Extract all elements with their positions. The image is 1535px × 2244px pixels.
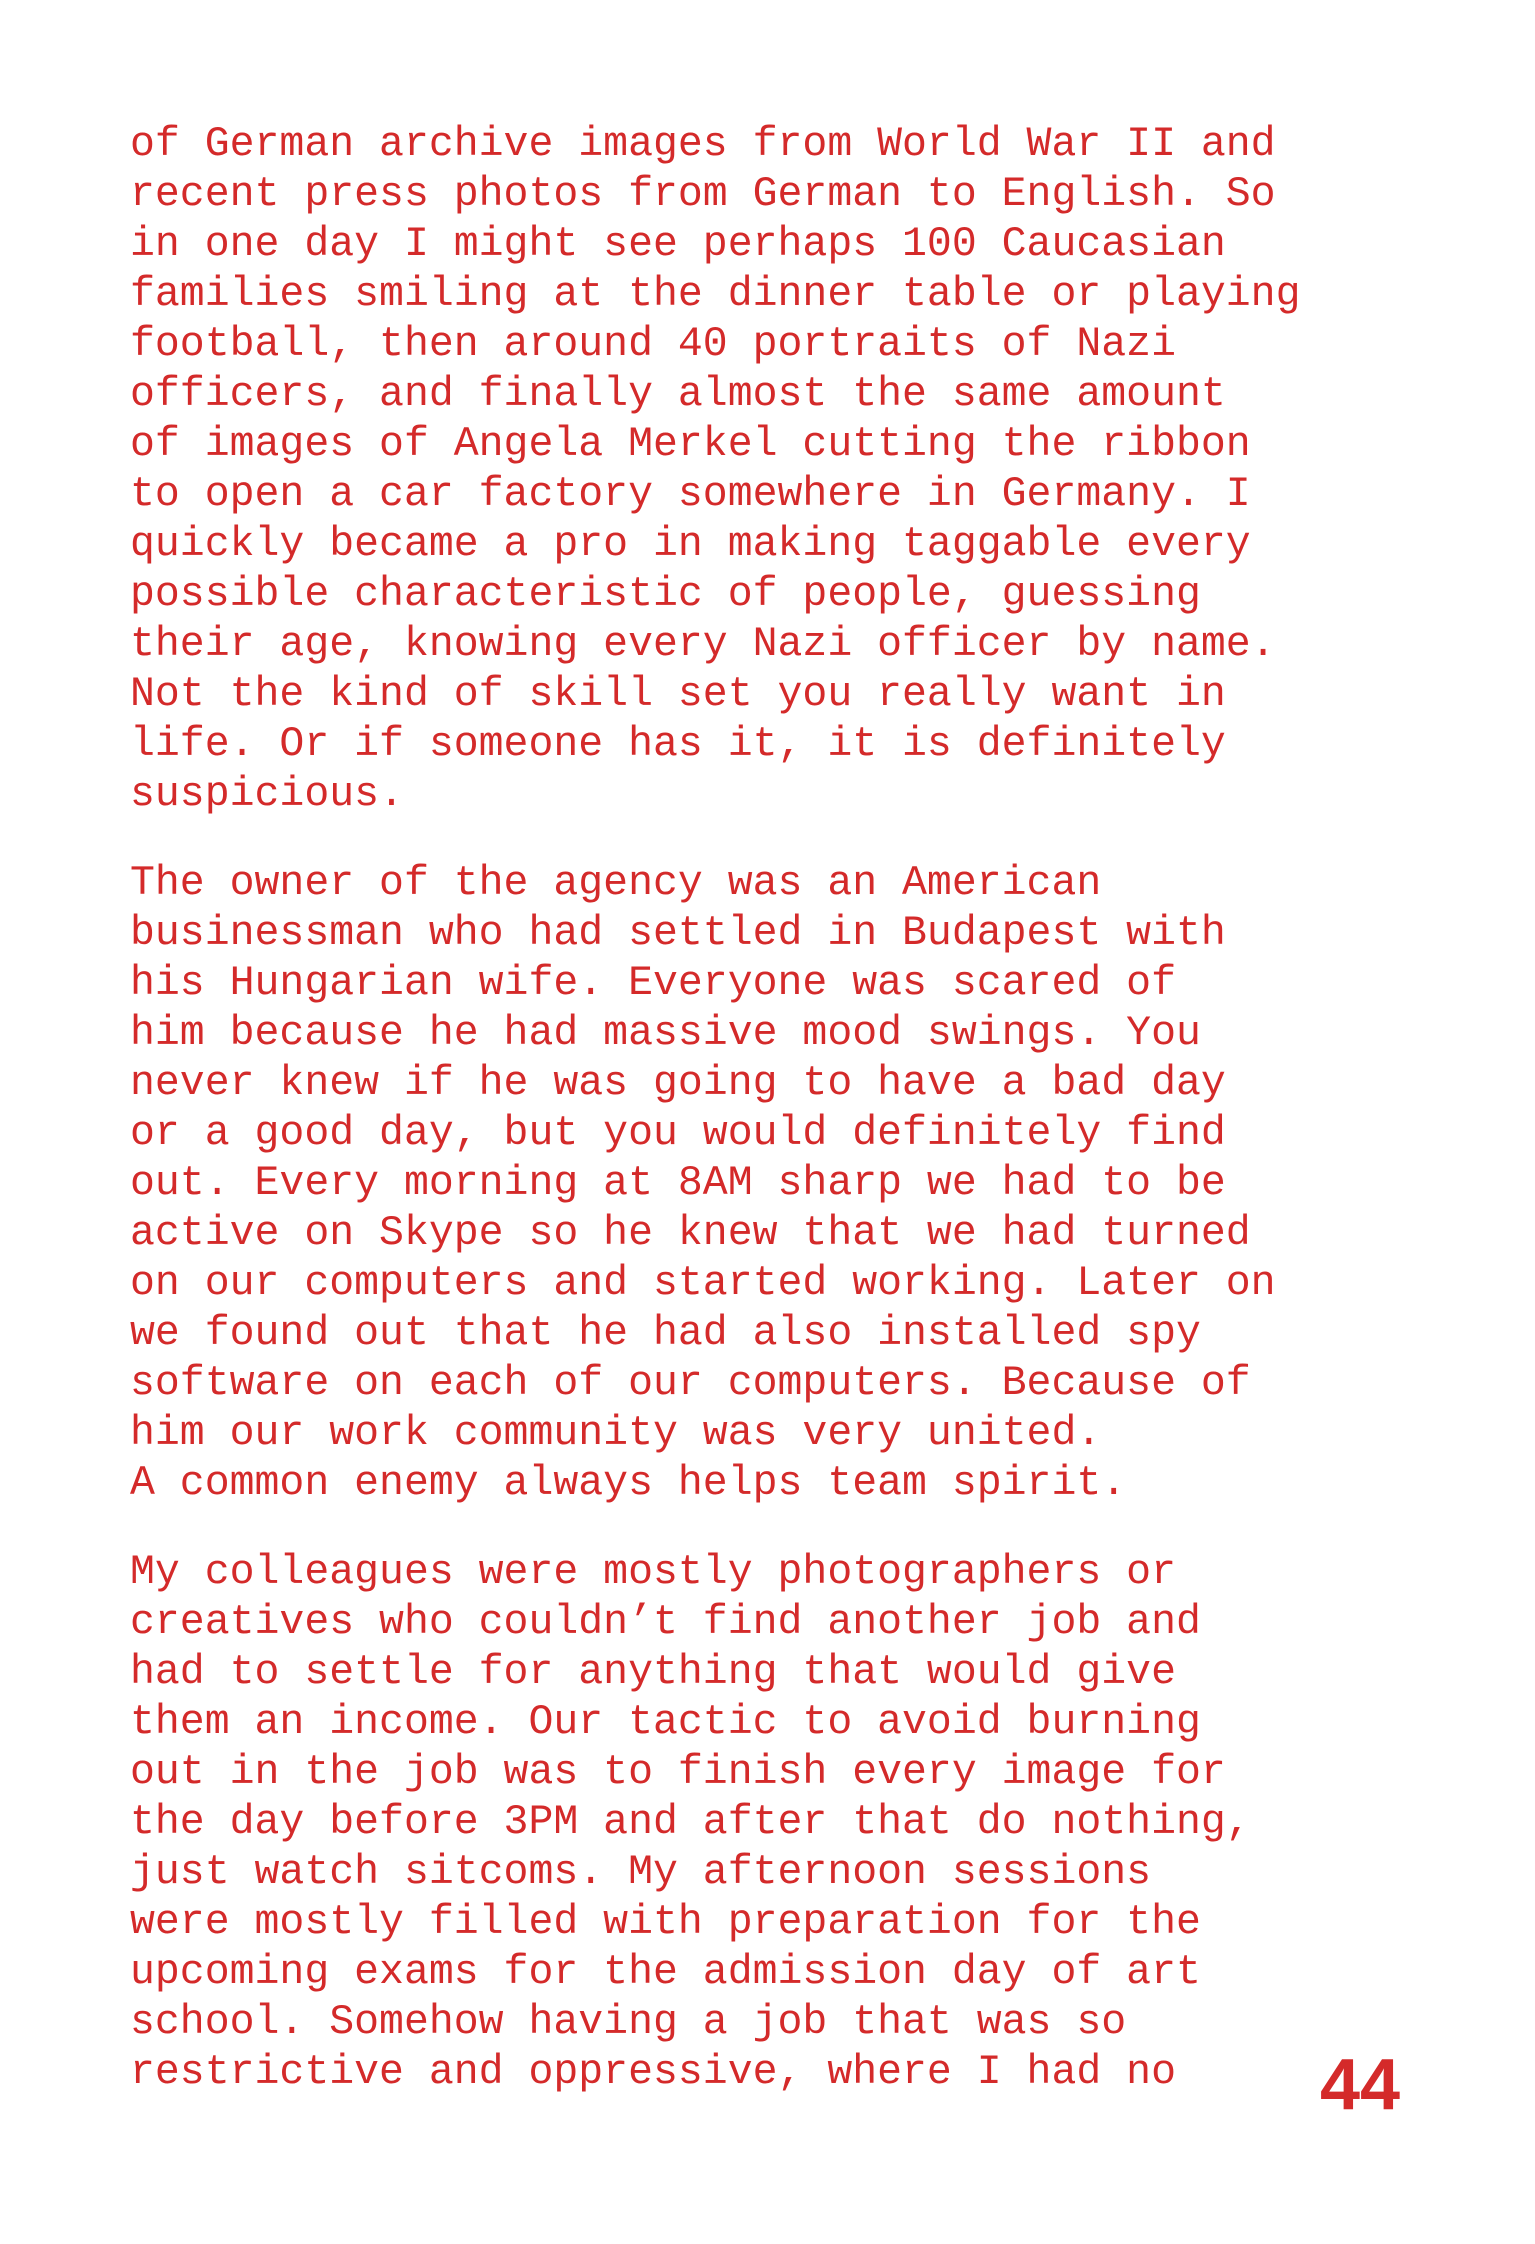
paragraph-3 — [130, 1548, 1330, 2098]
text-line: creatives who couldn’t find another job and — [130, 1599, 1201, 1646]
text-line: of images of Angela Merkel cutting the ribbon — [130, 421, 1251, 468]
text-line: Not the kind of skill set you really want in — [130, 671, 1226, 718]
paragraph-1 — [130, 120, 1330, 820]
text-line: were mostly filled with preparation for the — [130, 1899, 1201, 1946]
text-line: officers, and finally almost the same amount — [130, 371, 1226, 418]
text-line: The owner of the agency was an American — [130, 860, 1102, 907]
text-line: possible characteristic of people, guessing — [130, 571, 1201, 618]
text-line: to open a car factory somewhere in Germany. I — [130, 471, 1251, 518]
text-line: active on Skype so he knew that we had turned — [130, 1210, 1251, 1257]
text-line: or a good day, but you would definitely find — [130, 1110, 1226, 1157]
text-line: them an income. Our tactic to avoid burning — [130, 1699, 1201, 1746]
text-line: software on each of our computers. Because of — [130, 1360, 1251, 1407]
text-line: businessman who had settled in Budapest with — [130, 910, 1226, 957]
text-line: suspicious. — [130, 771, 404, 818]
text-line: restrictive and oppressive, where I had no — [130, 2049, 1176, 2096]
text-line: football, then around 40 portraits of Nazi — [130, 321, 1176, 368]
page-number: 44 — [1320, 2045, 1401, 2125]
text-line: never knew if he was going to have a bad day — [130, 1060, 1226, 1107]
text-line: on our computers and started working. Later on — [130, 1260, 1276, 1307]
text-line: out. Every morning at 8AM sharp we had to be — [130, 1160, 1226, 1207]
text-line: in one day I might see perhaps 100 Caucasian — [130, 221, 1226, 268]
text-line: their age, knowing every Nazi officer by name. — [130, 621, 1276, 668]
text-line: life. Or if someone has it, it is definitely — [130, 721, 1226, 768]
text-line: out in the job was to finish every image for — [130, 1749, 1226, 1796]
text-line: families smiling at the dinner table or playing — [130, 271, 1301, 318]
text-line: him because he had massive mood swings. You — [130, 1010, 1201, 1057]
text-line: school. Somehow having a job that was so — [130, 1999, 1127, 2046]
text-line: him our work community was very united. — [130, 1410, 1102, 1457]
text-line: recent press photos from German to English. So — [130, 171, 1276, 218]
paragraph-2 — [130, 859, 1330, 1509]
body-text — [130, 120, 1330, 2137]
text-line: just watch sitcoms. My afternoon sessions — [130, 1849, 1152, 1896]
text-line: we found out that he had also installed spy — [130, 1310, 1201, 1357]
text-line: his Hungarian wife. Everyone was scared of — [130, 960, 1176, 1007]
text-line: My colleagues were mostly photographers or — [130, 1549, 1176, 1596]
text-line: the day before 3PM and after that do nothing, — [130, 1799, 1251, 1846]
text-line: upcoming exams for the admission day of art — [130, 1949, 1201, 1996]
text-line: A common enemy always helps team spirit. — [130, 1460, 1127, 1507]
text-line: had to settle for anything that would give — [130, 1649, 1176, 1696]
text-line: of German archive images from World War II and — [130, 121, 1276, 168]
text-line: quickly became a pro in making taggable every — [130, 521, 1251, 568]
